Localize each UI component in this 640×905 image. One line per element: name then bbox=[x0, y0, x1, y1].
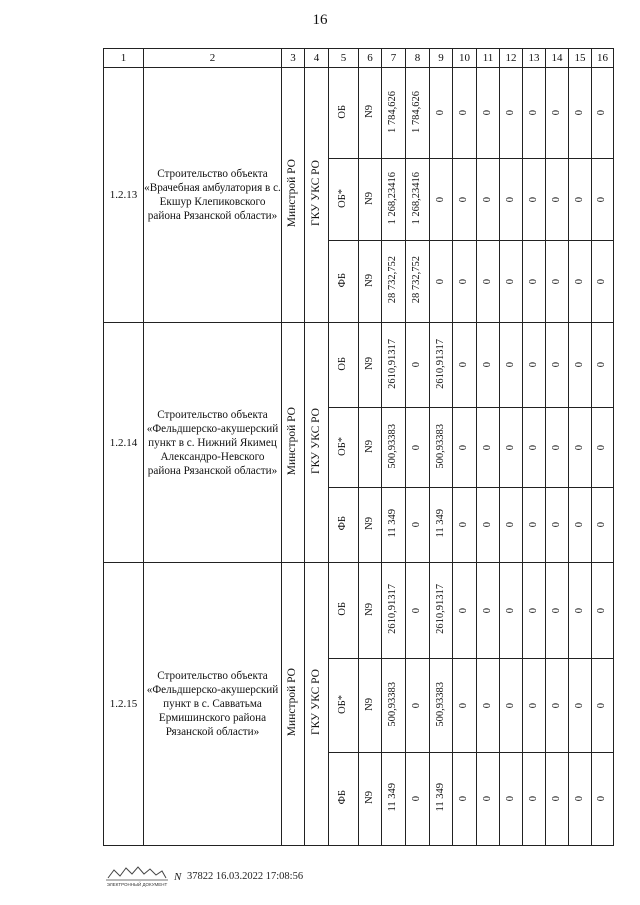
item-name: Строительство объекта «Врачебная амбулатория в с. Екшур Клепиковского района Рязанской области» bbox=[144, 68, 282, 323]
amount-cell bbox=[569, 563, 592, 659]
item-name: Строительство объекта «Фельдшерско-акушерский пункт в с. Нижний Якимец Александро-Невского района Рязанской области» bbox=[144, 323, 282, 563]
amount-year-2 bbox=[430, 241, 453, 323]
amount-cell-text: 0 bbox=[573, 110, 585, 116]
total-amount-text: 1 268,23416 bbox=[387, 171, 399, 225]
funding-source bbox=[329, 68, 359, 159]
amount-cell-text: 0 bbox=[550, 607, 562, 613]
amount-cell bbox=[546, 408, 569, 488]
total-amount-text: 2610,91317 bbox=[387, 338, 399, 389]
executing-agency bbox=[305, 68, 329, 323]
amount-cell-text: 0 bbox=[550, 444, 562, 450]
budget-code-text: N9 bbox=[363, 439, 375, 453]
amount-cell-text: 0 bbox=[504, 444, 516, 450]
amount-cell bbox=[569, 241, 592, 323]
amount-cell bbox=[592, 563, 614, 659]
amount-cell bbox=[453, 241, 477, 323]
amount-cell-text: 0 bbox=[596, 278, 608, 284]
responsible-ministry bbox=[282, 68, 305, 323]
amount-cell bbox=[523, 408, 546, 488]
amount-cell bbox=[500, 563, 523, 659]
budget-code bbox=[359, 659, 382, 753]
amount-year-2-text: 11 349 bbox=[434, 509, 446, 538]
funding-source-text: ОБ bbox=[337, 602, 349, 616]
amount-cell-text: 0 bbox=[481, 196, 493, 202]
amount-cell bbox=[453, 159, 477, 241]
amount-cell bbox=[523, 488, 546, 563]
amount-year-1 bbox=[406, 659, 430, 753]
amount-cell-text: 0 bbox=[458, 278, 470, 284]
amount-cell-text: 0 bbox=[504, 702, 516, 708]
amount-cell-text: 0 bbox=[527, 278, 539, 284]
item-number: 1.2.13 bbox=[104, 68, 144, 323]
amount-cell bbox=[546, 241, 569, 323]
budget-code bbox=[359, 323, 382, 408]
amount-cell bbox=[569, 659, 592, 753]
amount-cell bbox=[569, 68, 592, 159]
total-amount bbox=[382, 241, 406, 323]
amount-cell-text: 0 bbox=[573, 278, 585, 284]
funding-source bbox=[329, 408, 359, 488]
column-header: 11 bbox=[477, 49, 500, 68]
amount-cell-text: 0 bbox=[527, 362, 539, 368]
amount-year-1 bbox=[406, 241, 430, 323]
total-amount-text: 500,93383 bbox=[387, 423, 399, 469]
budget-code bbox=[359, 488, 382, 563]
budget-code bbox=[359, 408, 382, 488]
total-amount bbox=[382, 488, 406, 563]
budget-code-text: N9 bbox=[363, 191, 375, 205]
budget-code-text: N9 bbox=[363, 697, 375, 711]
responsible-ministry-text: Минстрой РО bbox=[286, 668, 299, 737]
amount-year-2-text: 0 bbox=[434, 110, 446, 116]
amount-year-2-text: 11 349 bbox=[434, 783, 446, 812]
registration-stamp: 37822 16.03.2022 17:08:56 bbox=[187, 871, 304, 882]
amount-year-1-text: 1 268,23416 bbox=[411, 171, 423, 225]
amount-cell-text: 0 bbox=[596, 702, 608, 708]
funding-source bbox=[329, 159, 359, 241]
executing-agency-text: ГКУ УКС РО bbox=[309, 407, 322, 475]
total-amount bbox=[382, 68, 406, 159]
amount-cell bbox=[477, 241, 500, 323]
column-header: 1 bbox=[104, 49, 144, 68]
executing-agency-text: ГКУ УКС РО bbox=[309, 669, 322, 736]
column-header: 14 bbox=[546, 49, 569, 68]
funding-source bbox=[329, 241, 359, 323]
budget-code-text: N9 bbox=[363, 273, 375, 287]
funding-source bbox=[329, 659, 359, 753]
item-number: 1.2.14 bbox=[104, 323, 144, 563]
total-amount bbox=[382, 659, 406, 753]
column-header: 12 bbox=[500, 49, 523, 68]
amount-cell-text: 0 bbox=[481, 444, 493, 450]
amount-year-2-text: 0 bbox=[434, 196, 446, 202]
amount-year-1-text: 0 bbox=[411, 607, 423, 613]
amount-cell bbox=[546, 323, 569, 408]
column-header: 13 bbox=[523, 49, 546, 68]
column-header: 9 bbox=[430, 49, 453, 68]
amount-cell-text: 0 bbox=[481, 278, 493, 284]
amount-cell bbox=[477, 488, 500, 563]
amount-cell bbox=[546, 488, 569, 563]
amount-cell bbox=[453, 753, 477, 846]
funding-source-text: ФБ bbox=[337, 790, 349, 805]
responsible-ministry bbox=[282, 323, 305, 563]
amount-cell-text: 0 bbox=[596, 796, 608, 802]
budget-code bbox=[359, 753, 382, 846]
table-row bbox=[104, 68, 614, 159]
amount-cell bbox=[453, 488, 477, 563]
amount-year-2 bbox=[430, 488, 453, 563]
amount-cell bbox=[477, 753, 500, 846]
total-amount-text: 11 349 bbox=[387, 509, 399, 538]
amount-cell bbox=[592, 159, 614, 241]
budget-code bbox=[359, 68, 382, 159]
amount-cell-text: 0 bbox=[596, 110, 608, 116]
amount-cell-text: 0 bbox=[550, 362, 562, 368]
amount-cell bbox=[500, 488, 523, 563]
responsible-ministry-text: Минстрой РО bbox=[286, 159, 299, 228]
amount-cell bbox=[592, 68, 614, 159]
amount-cell bbox=[523, 753, 546, 846]
amount-cell bbox=[500, 241, 523, 323]
amount-cell-text: 0 bbox=[527, 110, 539, 116]
item-number: 1.2.15 bbox=[104, 563, 144, 846]
amount-cell-text: 0 bbox=[550, 110, 562, 116]
amount-year-1-text: 1 784,626 bbox=[411, 90, 423, 133]
amount-year-2-text: 0 bbox=[434, 278, 446, 284]
amount-cell-text: 0 bbox=[573, 196, 585, 202]
amount-year-2 bbox=[430, 753, 453, 846]
amount-cell-text: 0 bbox=[550, 196, 562, 202]
amount-year-1 bbox=[406, 753, 430, 846]
amount-cell-text: 0 bbox=[504, 607, 516, 613]
amount-cell bbox=[500, 323, 523, 408]
amount-year-2 bbox=[430, 323, 453, 408]
amount-cell-text: 0 bbox=[550, 522, 562, 528]
budget-code-text: N9 bbox=[363, 357, 375, 370]
budget-code bbox=[359, 159, 382, 241]
funding-source bbox=[329, 753, 359, 846]
total-amount-text: 1 784,626 bbox=[387, 90, 399, 133]
amount-year-1-text: 0 bbox=[411, 522, 423, 528]
funding-source-text: ОБ* bbox=[337, 436, 349, 456]
amount-cell-text: 0 bbox=[573, 702, 585, 708]
amount-cell-text: 0 bbox=[527, 796, 539, 802]
amount-year-1 bbox=[406, 323, 430, 408]
amount-cell-text: 0 bbox=[573, 522, 585, 528]
item-name: Строительство объекта «Фельдшерско-акушерский пункт в с. Савватьма Ермишинского района Рязанской области» bbox=[144, 563, 282, 846]
amount-cell bbox=[592, 488, 614, 563]
responsible-ministry bbox=[282, 563, 305, 846]
amount-cell bbox=[523, 68, 546, 159]
funding-source-text: ОБ bbox=[337, 104, 349, 119]
amount-year-1 bbox=[406, 68, 430, 159]
amount-cell bbox=[523, 241, 546, 323]
amount-cell-text: 0 bbox=[481, 607, 493, 613]
executing-agency-text: ГКУ УКС РО bbox=[309, 160, 322, 227]
amount-year-2-text: 500,93383 bbox=[434, 423, 446, 469]
amount-cell bbox=[592, 408, 614, 488]
amount-cell-text: 0 bbox=[527, 522, 539, 528]
column-header: 15 bbox=[569, 49, 592, 68]
funding-source bbox=[329, 563, 359, 659]
total-amount-text: 500,93383 bbox=[387, 681, 399, 727]
amount-cell-text: 0 bbox=[481, 702, 493, 708]
total-amount-text: 11 349 bbox=[387, 783, 399, 812]
amount-year-2 bbox=[430, 408, 453, 488]
amount-cell-text: 0 bbox=[527, 607, 539, 613]
amount-cell bbox=[477, 408, 500, 488]
amount-cell bbox=[569, 488, 592, 563]
amount-year-2 bbox=[430, 68, 453, 159]
column-header: 7 bbox=[382, 49, 406, 68]
funding-source-text: ОБ* bbox=[337, 694, 349, 714]
total-amount-text: 28 732,752 bbox=[387, 256, 399, 304]
amount-cell-text: 0 bbox=[458, 607, 470, 613]
budget-code bbox=[359, 563, 382, 659]
amount-cell-text: 0 bbox=[527, 444, 539, 450]
amount-year-1-text: 0 bbox=[411, 362, 423, 368]
page-number: 16 bbox=[312, 12, 328, 28]
funding-source-text: ФБ bbox=[337, 272, 349, 288]
budget-code-text: N9 bbox=[363, 105, 375, 118]
amount-cell bbox=[592, 659, 614, 753]
electronic-document-logo bbox=[104, 864, 170, 888]
amount-cell bbox=[546, 753, 569, 846]
amount-cell bbox=[453, 408, 477, 488]
svg-text:ЭЛЕКТРОННЫЙ ДОКУМЕНТ: ЭЛЕКТРОННЫЙ ДОКУМЕНТ bbox=[106, 882, 168, 887]
budget-code bbox=[359, 241, 382, 323]
column-header: 10 bbox=[453, 49, 477, 68]
budget-code-text: N9 bbox=[363, 791, 375, 804]
amount-cell-text: 0 bbox=[573, 444, 585, 450]
amount-cell-text: 0 bbox=[527, 702, 539, 708]
amount-cell bbox=[500, 753, 523, 846]
amount-cell bbox=[453, 68, 477, 159]
funding-source-text: ОБ* bbox=[337, 188, 349, 208]
amount-cell bbox=[569, 753, 592, 846]
amount-cell bbox=[592, 753, 614, 846]
column-header: 2 bbox=[144, 49, 282, 68]
amount-cell-text: 0 bbox=[573, 607, 585, 613]
amount-cell bbox=[546, 563, 569, 659]
amount-cell bbox=[592, 241, 614, 323]
funding-source bbox=[329, 488, 359, 563]
amount-cell bbox=[569, 323, 592, 408]
column-header: 8 bbox=[406, 49, 430, 68]
total-amount bbox=[382, 563, 406, 659]
total-amount bbox=[382, 408, 406, 488]
amount-cell bbox=[453, 563, 477, 659]
amount-cell-text: 0 bbox=[458, 196, 470, 202]
amount-year-1 bbox=[406, 159, 430, 241]
amount-cell-text: 0 bbox=[573, 796, 585, 802]
amount-cell-text: 0 bbox=[596, 607, 608, 613]
amount-cell bbox=[477, 659, 500, 753]
column-header: 4 bbox=[305, 49, 329, 68]
total-amount bbox=[382, 753, 406, 846]
amount-year-2 bbox=[430, 563, 453, 659]
total-amount bbox=[382, 323, 406, 408]
responsible-ministry-text: Минстрой РО bbox=[286, 406, 299, 476]
amount-cell bbox=[477, 563, 500, 659]
funding-source-text: ФБ bbox=[337, 516, 349, 531]
amount-cell-text: 0 bbox=[481, 362, 493, 368]
amount-year-1-text: 0 bbox=[411, 796, 423, 802]
table-row bbox=[104, 323, 614, 408]
program-table bbox=[103, 48, 614, 846]
amount-cell bbox=[523, 563, 546, 659]
amount-cell-text: 0 bbox=[481, 796, 493, 802]
amount-cell bbox=[453, 323, 477, 408]
executing-agency bbox=[305, 563, 329, 846]
amount-cell bbox=[500, 68, 523, 159]
amount-year-1 bbox=[406, 563, 430, 659]
amount-year-2-text: 2610,91317 bbox=[434, 338, 446, 389]
amount-cell bbox=[569, 408, 592, 488]
amount-year-2-text: 2610,91317 bbox=[434, 584, 446, 634]
amount-cell-text: 0 bbox=[504, 110, 516, 116]
amount-cell bbox=[523, 659, 546, 753]
column-header: 5 bbox=[329, 49, 359, 68]
amount-cell bbox=[523, 159, 546, 241]
funding-source-text: ОБ bbox=[337, 356, 349, 371]
amount-cell-text: 0 bbox=[458, 702, 470, 708]
column-header: 3 bbox=[282, 49, 305, 68]
amount-cell bbox=[500, 659, 523, 753]
e-signature-footer bbox=[104, 864, 464, 890]
amount-cell-text: 0 bbox=[458, 444, 470, 450]
amount-cell-text: 0 bbox=[504, 796, 516, 802]
funding-source bbox=[329, 323, 359, 408]
table-row bbox=[104, 563, 614, 659]
amount-cell bbox=[569, 159, 592, 241]
amount-year-1-text: 0 bbox=[411, 444, 423, 450]
amount-cell-text: 0 bbox=[573, 362, 585, 368]
amount-year-1-text: 28 732,752 bbox=[411, 256, 423, 304]
amount-cell-text: 0 bbox=[527, 196, 539, 202]
column-number-row bbox=[104, 49, 614, 68]
amount-cell-text: 0 bbox=[596, 444, 608, 450]
amount-cell bbox=[477, 68, 500, 159]
amount-cell bbox=[523, 323, 546, 408]
amount-cell-text: 0 bbox=[596, 196, 608, 202]
amount-cell-text: 0 bbox=[504, 278, 516, 284]
amount-cell-text: 0 bbox=[458, 796, 470, 802]
amount-cell-text: 0 bbox=[458, 522, 470, 528]
amount-cell-text: 0 bbox=[504, 522, 516, 528]
amount-cell-text: 0 bbox=[596, 362, 608, 368]
column-header: 6 bbox=[359, 49, 382, 68]
amount-cell-text: 0 bbox=[458, 110, 470, 116]
amount-cell bbox=[477, 323, 500, 408]
budget-code-text: N9 bbox=[363, 602, 375, 616]
total-amount bbox=[382, 159, 406, 241]
amount-cell bbox=[592, 323, 614, 408]
total-amount-text: 2610,91317 bbox=[387, 584, 399, 634]
amount-year-2 bbox=[430, 659, 453, 753]
amount-cell bbox=[477, 159, 500, 241]
amount-year-2 bbox=[430, 159, 453, 241]
amount-year-1-text: 0 bbox=[411, 702, 423, 708]
amount-year-1 bbox=[406, 408, 430, 488]
column-header: 16 bbox=[592, 49, 614, 68]
budget-code-text: N9 bbox=[363, 517, 375, 530]
amount-cell bbox=[500, 408, 523, 488]
amount-year-1 bbox=[406, 488, 430, 563]
amount-cell-text: 0 bbox=[550, 278, 562, 284]
amount-cell-text: 0 bbox=[481, 110, 493, 116]
amount-cell-text: 0 bbox=[504, 196, 516, 202]
amount-cell-text: 0 bbox=[481, 522, 493, 528]
amount-cell-text: 0 bbox=[458, 362, 470, 368]
amount-cell-text: 0 bbox=[550, 702, 562, 708]
document-number-mark: N bbox=[174, 871, 182, 883]
amount-year-2-text: 500,93383 bbox=[434, 681, 446, 727]
amount-cell-text: 0 bbox=[550, 796, 562, 802]
amount-cell bbox=[546, 159, 569, 241]
amount-cell-text: 0 bbox=[504, 362, 516, 368]
amount-cell bbox=[500, 159, 523, 241]
executing-agency bbox=[305, 323, 329, 563]
amount-cell-text: 0 bbox=[596, 522, 608, 528]
amount-cell bbox=[546, 659, 569, 753]
amount-cell bbox=[546, 68, 569, 159]
amount-cell bbox=[453, 659, 477, 753]
